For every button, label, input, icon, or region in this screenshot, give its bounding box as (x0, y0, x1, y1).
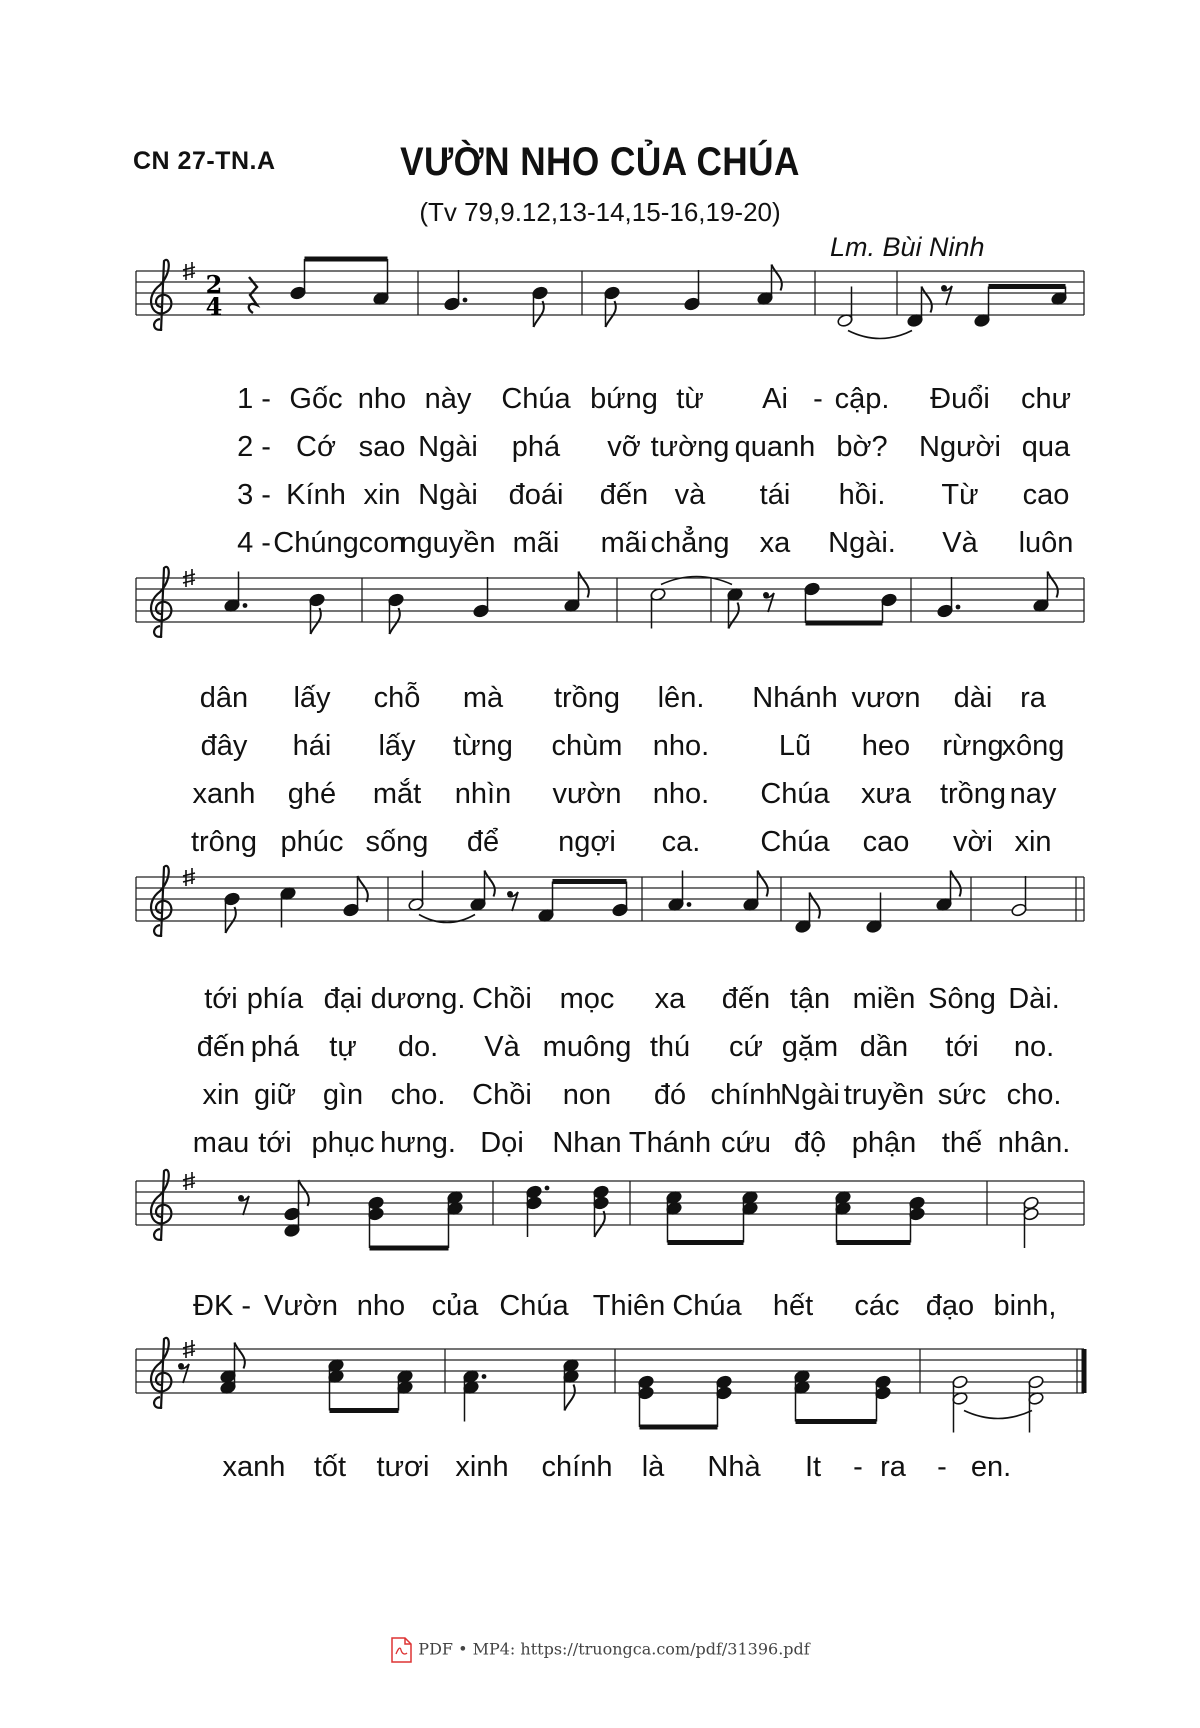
lyric-syllable: 1 - (237, 383, 271, 415)
lyric-syllable: chính (710, 1079, 782, 1111)
flag (534, 301, 544, 327)
lyric-syllable: Chúa (760, 826, 830, 858)
lyric-syllable: vườn (552, 778, 622, 810)
lyric-syllable: Từ (941, 479, 979, 511)
lyric-syllable: tận (789, 983, 831, 1015)
lyric-syllable: no. (1013, 1031, 1055, 1063)
lyric-syllable: các (854, 1290, 900, 1322)
lyric-syllable: cứ (729, 1031, 763, 1063)
lyric-syllable: từng (453, 730, 513, 762)
lyric-syllable: vươn (851, 682, 921, 714)
dot (956, 605, 961, 610)
lyric-syllable: xin (1014, 826, 1052, 858)
flag (311, 608, 321, 634)
lyric-syllable: ngợi (558, 826, 616, 858)
flag (299, 1180, 309, 1206)
lyric-syllable: nhân. (997, 1127, 1071, 1159)
lyric-syllable: hồi. (838, 479, 886, 511)
lyric-syllable: lên. (657, 682, 705, 714)
lyric-syllable: - (853, 1451, 863, 1483)
lyric-line (0, 431, 1200, 471)
lyric-syllable: thú (649, 1031, 691, 1063)
lyric-syllable: xa (654, 983, 686, 1015)
lyric-syllable: mà (462, 682, 504, 714)
lyric-syllable: tươi (376, 1451, 430, 1483)
lyric-syllable: xông (1001, 730, 1065, 762)
lyric-syllable: cứu (720, 1127, 772, 1159)
song-code: CN 27-TN.A (133, 147, 276, 175)
lyric-syllable: phía (246, 983, 304, 1015)
lyric-syllable: độ (793, 1127, 827, 1159)
lyric-syllable: phá (250, 1031, 300, 1063)
lyric-syllable: phúc (280, 826, 344, 858)
lyric-syllable: xanh (192, 778, 256, 810)
lyric-syllable: chẳng (650, 527, 730, 559)
lyric-syllable: xanh (222, 1451, 286, 1483)
pdf-file-icon (390, 1637, 412, 1663)
lyric-syllable: Chồi (472, 983, 532, 1015)
lyric-line (0, 730, 1200, 770)
lyric-syllable: It (804, 1451, 822, 1483)
lyric-syllable: đoái (508, 479, 564, 511)
lyric-syllable: 3 - (237, 479, 271, 511)
lyric-syllable: tự (329, 1031, 357, 1063)
lyric-syllable: trồng (939, 778, 1007, 810)
flag (226, 907, 236, 933)
lyric-syllable: nay (1009, 778, 1057, 810)
lyric-syllable: ra (1020, 682, 1046, 714)
lyric-syllable: Cớ (296, 431, 336, 463)
lyric-syllable: Nhánh (752, 682, 838, 714)
lyric-syllable: Và (484, 1031, 520, 1063)
tie (964, 1411, 1032, 1419)
lyric-syllable: Sông (928, 983, 996, 1015)
lyric-syllable: trông (190, 826, 258, 858)
lyric-syllable: đến (599, 479, 649, 511)
lyric-syllable: Ngài (780, 1079, 840, 1111)
lyric-syllable: gìn (322, 1079, 364, 1111)
lyric-syllable: rừng (942, 730, 1004, 762)
lyric-syllable: ghé (287, 778, 337, 810)
lyric-syllable: gặm (781, 1031, 839, 1063)
lyric-syllable: luôn (1018, 527, 1074, 559)
lyric-syllable: sức (937, 1079, 987, 1111)
lyric-syllable: mãi (600, 527, 648, 559)
lyric-syllable: phận (851, 1127, 917, 1159)
dot (243, 603, 248, 608)
lyric-syllable: hái (292, 730, 332, 762)
lyric-syllable: vời (953, 826, 993, 858)
time-signature-top: 2 (205, 270, 223, 299)
lyric-syllable: tái (759, 479, 791, 511)
flag (595, 1211, 605, 1237)
lyric-syllable: Đuổi (930, 383, 990, 415)
lyric-line (0, 1079, 1200, 1119)
flag (485, 871, 495, 897)
lyric-syllable: hết (772, 1290, 814, 1322)
song-title: VƯỜN NHO CỦA CHÚA (400, 140, 800, 184)
lyric-syllable: là (641, 1451, 665, 1483)
lyric-syllable: nho. (652, 778, 710, 810)
lyric-line (0, 682, 1200, 722)
lyric-syllable: Chúa (499, 1290, 569, 1322)
lyric-syllable: mắt (372, 778, 422, 810)
lyric-syllable: nho (356, 1290, 406, 1322)
psalm-reference: (Tv 79,9.12,13-14,15-16,19-20) (419, 197, 781, 227)
lyric-syllable: Chúng (273, 527, 359, 559)
lyric-line (0, 479, 1200, 519)
dot (687, 902, 692, 907)
lyric-syllable: đạo (925, 1290, 975, 1322)
lyric-syllable: đến (721, 983, 771, 1015)
lyric-syllable: ĐK - (193, 1290, 251, 1322)
lyric-syllable: lấy (293, 682, 331, 714)
flag (1048, 572, 1058, 598)
lyric-syllable: tường (650, 431, 730, 463)
lyric-syllable: miền (852, 983, 916, 1015)
lyric-syllable: và (674, 479, 706, 511)
lyric-line (0, 778, 1200, 818)
lyric-syllable: cho. (390, 1079, 446, 1111)
flag (729, 603, 739, 629)
lyric-syllable: bờ? (836, 431, 888, 463)
lyric-syllable: xin (363, 479, 401, 511)
lyric-syllable: Nhà (707, 1451, 761, 1483)
flag (606, 301, 616, 327)
tie (848, 331, 912, 339)
flag (951, 871, 961, 897)
lyric-syllable: Và (942, 527, 978, 559)
lyric-syllable: dài (953, 682, 993, 714)
lyric-syllable: Thánh (628, 1127, 712, 1159)
lyric-syllable: chỗ (373, 682, 421, 714)
lyric-syllable: Người (919, 431, 1001, 463)
lyric-syllable: mãi (512, 527, 560, 559)
lyric-syllable: sao (358, 431, 406, 463)
lyric-syllable: cao (1022, 479, 1070, 511)
lyric-syllable: Chúa (501, 383, 571, 415)
lyric-syllable: muông (542, 1031, 632, 1063)
lyric-line (0, 1290, 1200, 1330)
lyric-syllable: tới (945, 1031, 979, 1063)
lyric-syllable: tới (258, 1127, 292, 1159)
lyric-syllable: tốt (313, 1451, 347, 1483)
lyric-syllable: Gốc (289, 383, 343, 415)
time-signature-bottom: 4 (205, 292, 223, 321)
flag (810, 893, 820, 919)
lyric-syllable: phá (511, 431, 561, 463)
lyric-syllable: chính (541, 1451, 613, 1483)
lyric-syllable: từ (676, 383, 704, 415)
lyric-syllable: giữ (254, 1079, 296, 1111)
dot (482, 1374, 487, 1379)
dot (545, 1186, 550, 1191)
lyric-syllable: do. (397, 1031, 439, 1063)
lyric-syllable: xa (759, 527, 791, 559)
lyric-syllable: truyền (843, 1079, 925, 1111)
dot (463, 298, 468, 303)
flag (235, 1343, 245, 1369)
lyric-syllable: này (424, 383, 472, 415)
lyric-syllable: Chúa (672, 1290, 742, 1322)
lyric-syllable: Chúa (760, 778, 830, 810)
lyric-syllable: Vườn (264, 1290, 338, 1322)
lyric-line (0, 1127, 1200, 1167)
lyric-syllable: dần (859, 1031, 909, 1063)
lyric-line (0, 1031, 1200, 1071)
lyric-syllable: nhìn (454, 778, 512, 810)
lyric-syllable: - (937, 1451, 947, 1483)
lyric-syllable: sống (365, 826, 429, 858)
lyric-syllable: Ngài (418, 479, 478, 511)
lyric-syllable: non (562, 1079, 612, 1111)
lyric-syllable: ra (880, 1451, 906, 1483)
lyric-syllable: binh, (993, 1290, 1057, 1322)
lyric-syllable: cho. (1006, 1079, 1062, 1111)
lyric-syllable: trồng (553, 682, 621, 714)
lyric-syllable: đến (196, 1031, 246, 1063)
lyric-syllable: Dọi (480, 1127, 524, 1159)
lyric-line (0, 527, 1200, 567)
lyric-syllable: tới (204, 983, 238, 1015)
lyric-syllable: thế (941, 1127, 983, 1159)
lyric-syllable: xinh (455, 1451, 509, 1483)
lyric-syllable: chùm (551, 730, 623, 762)
lyric-syllable: lấy (378, 730, 416, 762)
lyric-syllable: phục (311, 1127, 375, 1159)
flag (565, 1385, 575, 1411)
lyric-syllable: quanh (734, 431, 816, 463)
lyric-syllable: heo (861, 730, 911, 762)
lyric-syllable: đó (653, 1079, 687, 1111)
lyric-syllable: 2 - (237, 431, 271, 463)
lyric-syllable: Ai (762, 383, 788, 415)
lyric-line (0, 383, 1200, 423)
lyric-syllable: Ngài (418, 431, 478, 463)
lyric-syllable: hưng. (380, 1127, 456, 1159)
lyric-line (0, 983, 1200, 1023)
flag (758, 871, 768, 897)
lyric-syllable: của (431, 1290, 479, 1322)
flag (922, 287, 932, 313)
lyric-syllable: đây (200, 730, 248, 762)
composer-name: Lm. Bùi Ninh (830, 232, 985, 262)
lyric-syllable: dương. (370, 983, 466, 1015)
lyric-syllable: mọc (559, 983, 615, 1015)
lyric-syllable: nho (357, 383, 407, 415)
flag (390, 608, 400, 634)
lyric-syllable: để (466, 826, 500, 858)
lyric-syllable: bứng (590, 383, 658, 415)
lyric-syllable: con (358, 527, 406, 559)
lyric-syllable: dân (199, 682, 249, 714)
lyric-line (0, 826, 1200, 866)
lyric-syllable: xưa (860, 778, 912, 810)
lyric-syllable: 4 - (237, 527, 271, 559)
lyric-syllable: vỡ (607, 431, 641, 463)
lyric-syllable: Thiên (592, 1290, 666, 1322)
flag (358, 876, 368, 902)
lyric-syllable: Chồi (472, 1079, 532, 1111)
lyric-syllable: chư (1020, 383, 1072, 415)
lyric-syllable: cao (862, 826, 910, 858)
lyric-syllable: Lũ (778, 730, 812, 762)
footer-text: PDF • MP4: https://truongca.com/pdf/31396.pdf (418, 1639, 810, 1659)
flag (579, 572, 589, 598)
lyric-line (0, 1451, 1200, 1491)
lyric-syllable: nguyền (400, 527, 496, 559)
lyric-syllable: qua (1021, 431, 1071, 463)
lyric-syllable: cập. (834, 383, 890, 415)
lyric-syllable: Ngài. (828, 527, 896, 559)
lyric-syllable: en. (970, 1451, 1012, 1483)
lyric-syllable: nho. (652, 730, 710, 762)
footer-link[interactable] (0, 1637, 1200, 1663)
flag (772, 265, 782, 291)
lyric-syllable: - (813, 383, 823, 415)
lyric-syllable: xin (202, 1079, 240, 1111)
lyric-syllable: ca. (661, 826, 701, 858)
lyric-syllable: đại (323, 983, 363, 1015)
lyric-syllable: mau (192, 1127, 250, 1159)
lyric-syllable: Kính (286, 479, 346, 511)
lyric-syllable: Dài. (1008, 983, 1060, 1015)
lyric-syllable: Nhan (552, 1127, 622, 1159)
